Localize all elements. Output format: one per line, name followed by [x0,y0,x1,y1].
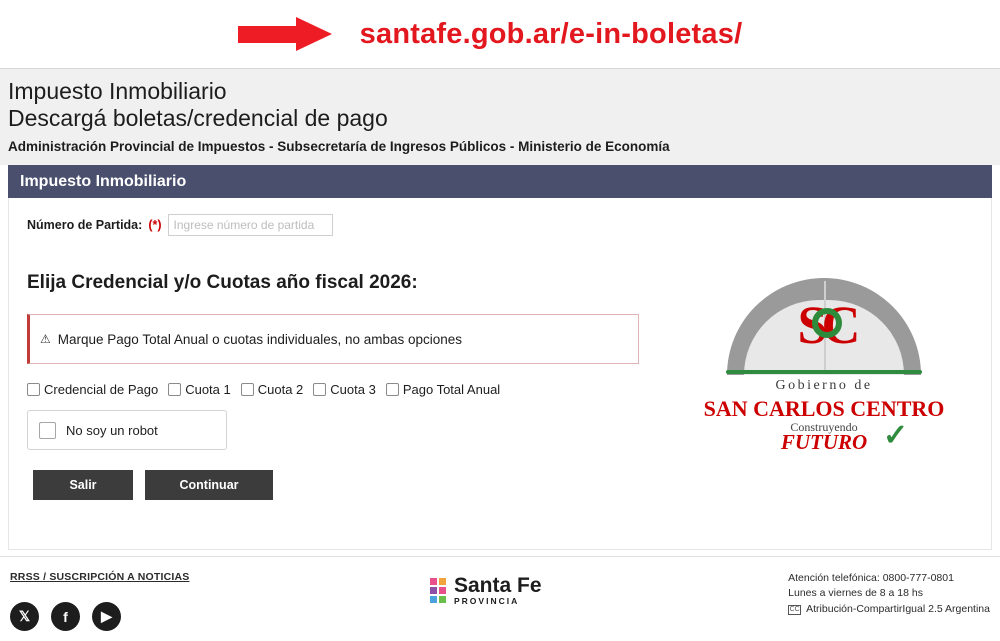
continue-button[interactable]: Continuar [145,470,273,500]
checkbox-icon[interactable] [27,383,40,396]
municipal-logo [699,278,949,454]
required-marker: (*) [148,218,162,232]
youtube-icon[interactable]: ▶ [92,602,121,631]
annotation-banner [0,0,1000,68]
option-label: Cuota 2 [257,382,304,397]
partida-field-row [27,214,333,236]
logo-construyendo-text: Construyendo [790,420,858,434]
santafe-wordmark: Santa Fe [454,574,542,597]
creative-commons-icon: CC [789,606,800,613]
option-credencial-de-pago[interactable] [27,382,158,397]
option-cuota-2[interactable] [241,382,304,397]
option-label: Cuota 1 [185,382,231,397]
page-title-line2: Descargá boletas/credencial de pago [8,105,388,131]
site-header [0,68,1000,165]
page-title-line1: Impuesto Inmobiliario [8,78,227,104]
santafe-logo-icon [430,578,446,603]
option-label: Cuota 3 [330,382,376,397]
logo-futuro-text: FUTURO [780,430,868,454]
option-cuota-3[interactable] [313,382,376,397]
logo-green-ring-icon [812,308,842,338]
rrss-link[interactable]: RRSS / SUSCRIPCIÓN A NOTICIAS [10,571,190,583]
social-icons-row [10,602,189,631]
logo-check-icon: ✓ [883,419,909,452]
checkbox-icon[interactable] [168,383,181,396]
red-arrow-icon [238,17,338,51]
logo-initials: SC [797,295,855,355]
warning-icon: ⚠ [40,332,51,346]
choose-heading: Elija Credencial y/o Cuotas año fiscal 2026: [27,272,418,293]
form-panel [8,198,992,550]
recaptcha-checkbox[interactable] [39,422,56,439]
exit-button[interactable]: Salir [33,470,133,500]
logo-green-bar [726,370,922,374]
validation-alert-text: Marque Pago Total Anual o cuotas individuales, no ambas opciones [57,331,463,347]
checkbox-icon[interactable] [313,383,326,396]
validation-alert [27,314,639,364]
option-label: Pago Total Anual [402,382,501,397]
footer-contact-block [788,571,990,617]
section-title-bar [8,165,992,198]
contact-phone: Atención telefónica: 0800-777-0801 [788,572,954,584]
recaptcha-widget[interactable] [27,410,227,450]
recaptcha-label: No soy un robot [66,422,158,438]
checkbox-icon[interactable] [386,383,399,396]
contact-hours: Lunes a viernes de 8 a 18 hs [788,587,923,599]
form-actions [33,470,273,500]
partida-input[interactable] [168,214,333,236]
option-label: Credencial de Pago [44,382,159,397]
footer-social-block [10,567,189,631]
logo-city-name: SAN CARLOS CENTRO [703,396,945,421]
checkbox-icon[interactable] [241,383,254,396]
santafe-subtext: PROVINCIA [454,596,520,606]
partida-label: Número de Partida: [27,218,143,232]
facebook-icon[interactable]: f [51,602,80,631]
options-checkbox-row [27,382,510,397]
option-cuota-1[interactable] [168,382,231,397]
section-title-text: Impuesto Inmobiliario [20,172,187,190]
x-twitter-icon[interactable]: 𝕏 [10,602,39,631]
license-text: Atribución-CompartirIgual 2.5 Argentina [806,603,990,615]
option-pago-total-anual[interactable] [386,382,500,397]
logo-gobierno-text: Gobierno de [775,378,873,393]
page-subtitle: Administración Provincial de Impuestos - Subsecretaría de Ingresos Públicos - Ministerio de Economía [8,139,670,154]
annotation-url-text: santafe.gob.ar/e-in-boletas/ [359,17,743,50]
santafe-brand [430,575,542,606]
site-footer [0,556,1000,641]
